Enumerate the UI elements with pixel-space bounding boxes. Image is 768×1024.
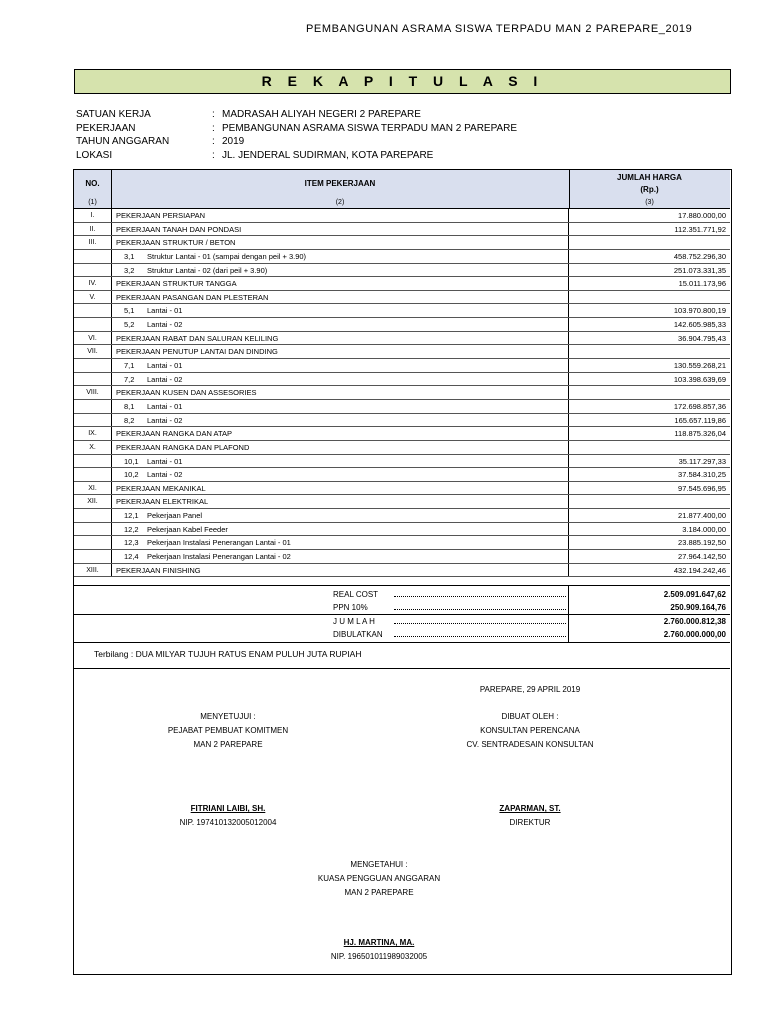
row-item-label: PEKERJAAN STRUKTUR TANGGA [116,279,237,289]
row-code: 12,3 [124,538,139,548]
column-number: (1) [74,198,112,208]
row-item [111,223,569,236]
column-number: (2) [111,198,570,208]
left-sign-line: MAN 2 PAREPARE [193,740,263,749]
row-amount [569,495,730,508]
right-signer-name: ZAPARMAN, ST. [499,804,561,813]
left-sign-line: PEJABAT PEMBUAT KOMITMEN [167,726,289,735]
row-item [111,495,569,508]
column-number: (3) [645,199,654,206]
table-row [74,427,730,441]
row-item-label: Lantai - 02 [147,320,183,330]
row-number: XI. [74,482,112,495]
row-amount: 103.970.800,19 [673,306,726,316]
row-item [111,564,569,577]
row-item [111,209,569,222]
row-amount: 458.752.296,30 [673,251,726,261]
total-amount: 2.760.000.812,38 [663,617,726,626]
row-number [74,550,112,563]
row-amount [569,345,730,358]
row-amount: 35.117.297,33 [678,456,726,466]
table-row [74,564,730,578]
table-row [74,482,730,496]
row-item-label: PEKERJAAN TANAH DAN PONDASI [116,224,242,234]
table-row [74,277,730,291]
row-item [111,373,569,386]
row-code: 10,2 [124,470,139,480]
total-row-dibulatkan [74,628,730,641]
recap-document-frame [73,169,732,975]
row-item [111,318,569,331]
table-row [74,550,730,564]
row-item [111,236,569,249]
place-date: PAREPARE, 29 APRIL 2019 [479,685,581,694]
row-item [111,345,569,358]
row-number [74,536,112,549]
row-code: 3,2 [124,265,135,275]
row-number: X. [74,441,112,454]
table-row [74,441,730,455]
row-number: III. [74,236,112,249]
total-amount: 2.509.091.647,62 [663,590,726,599]
row-amount [569,291,730,304]
row-item-label: Pekerjaan Instalasi Penerangan Lantai - 01 [147,538,291,548]
col-header-amount-line2: (Rp.) [640,185,659,194]
row-code: 7,1 [124,361,135,371]
row-amount: 37.584.310,25 [678,470,726,480]
left-signer-nip: NIP. 197410132005012004 [179,818,277,827]
row-code: 8,2 [124,415,135,425]
row-item-label: PEKERJAAN KUSEN DAN ASSESORIES [116,388,257,398]
table-row [74,345,730,359]
amount-in-words: Terbilang : DUA MILYAR TUJUH RATUS ENAM PULUH JUTA RUPIAH [94,649,362,659]
row-amount: 103.398.639,69 [673,374,726,384]
row-amount: 142.605.985,33 [673,320,726,330]
left-signature-block [118,710,338,830]
center-sign-line: KUASA PENGGUAN ANGGARAN [317,874,441,883]
row-item-label: Lantai - 02 [147,415,183,425]
right-sign-line: CV. SENTRADESAIN KONSULTAN [466,740,594,749]
row-item-label: PEKERJAAN RABAT DAN SALURAN KELILING [116,333,279,343]
row-number: VI. [74,332,112,345]
total-row-ppn [74,601,730,614]
row-code: 12,2 [124,524,139,534]
table-row [74,223,730,237]
row-amount: 432.194.242,46 [673,565,726,575]
table-row [74,414,730,428]
center-signer-nip: NIP. 196501011989032005 [330,952,428,961]
row-item [111,332,569,345]
table-row [74,264,730,278]
row-item [111,523,569,536]
row-number [74,250,112,263]
row-number [74,455,112,468]
right-sign-line: KONSULTAN PERENCANA [480,726,580,735]
row-number [74,373,112,386]
row-code: 12,4 [124,552,139,562]
row-item-label: PEKERJAAN PERSIAPAN [116,211,206,220]
info-value: PEMBANGUNAN ASRAMA SISWA TERPADU MAN 2 PAREPARE [222,122,518,134]
row-number: VIII. [74,386,112,399]
row-code: 12,1 [124,511,139,521]
row-item-label: PEKERJAAN RANGKA DAN ATAP [116,429,233,439]
row-code: 5,2 [124,320,135,330]
row-number: XII. [74,495,112,508]
right-signer-title: DIREKTUR [509,818,551,827]
info-row: TAHUN ANGGARAN : 2019 [76,136,245,147]
right-signature-block [420,710,640,830]
total-row-real-cost [74,588,730,601]
row-number: V. [74,291,112,304]
table-row [74,536,730,550]
row-number: II. [74,223,112,236]
row-item [111,536,569,549]
row-item [111,264,569,277]
row-item-label: PEKERJAAN PENUTUP LANTAI DAN DINDING [116,347,278,357]
totals-block [74,585,730,643]
info-label: SATUAN KERJA [76,109,151,120]
table-row [74,250,730,264]
row-amount: 130.559.268,21 [673,361,726,371]
row-item-label: Pekerjaan Instalasi Penerangan Lantai - 02 [147,552,291,562]
row-item [111,386,569,399]
col-header-no: NO. [74,170,112,198]
total-label: REAL COST [333,590,379,599]
row-amount: 15.011.173,96 [678,279,726,289]
col-header-amount-line1: JUMLAH HARGA [617,173,682,182]
info-row: SATUAN KERJA : MADRASAH ALIYAH NEGERI 2 PAREPARE [76,109,421,120]
row-item-label: PEKERJAAN ELEKTRIKAL [116,497,209,507]
row-amount: 17.880.000,00 [678,211,726,220]
total-amount: 2.760.000.000,00 [663,630,726,639]
row-number [74,400,112,413]
row-number [74,304,112,317]
document-header: PEMBANGUNAN ASRAMA SISWA TERPADU MAN 2 PAREPARE_2019 [306,23,693,35]
info-label: PEKERJAAN [76,122,136,134]
center-signature-block [269,858,489,964]
table-body [74,209,730,577]
center-sign-line: MENGETAHUI : [350,860,408,869]
row-item-label: Struktur Lantai - 02 (dari peil + 3.90) [147,265,268,275]
total-label: DIBULATKAN [333,630,383,639]
table-row [74,455,730,469]
row-amount [569,386,730,399]
row-amount: 165.657.119,86 [674,415,726,425]
row-item [111,550,569,563]
col-header-item: ITEM PEKERJAAN [111,170,570,198]
row-item [111,455,569,468]
total-row-jumlah [74,615,730,628]
table-row [74,291,730,305]
row-code: 3,1 [124,251,135,261]
info-label: LOKASI [76,149,113,161]
row-item [111,427,569,440]
info-value: JL. JENDERAL SUDIRMAN, KOTA PAREPARE [222,149,434,161]
left-signer-name: FITRIANI LAIBI, SH. [190,804,266,813]
page-title: R E K A P I T U L A S I [74,69,731,94]
row-code: 8,1 [124,401,135,411]
row-item-label: PEKERJAAN MEKANIKAL [116,483,206,493]
table-row [74,359,730,373]
row-number: IV. [74,277,112,290]
table-header [74,170,730,199]
center-sign-line: MAN 2 PAREPARE [344,888,414,897]
row-number: IX. [74,427,112,440]
row-amount: 251.073.331,35 [673,265,726,275]
row-item [111,304,569,317]
info-value: 2019 [222,136,245,147]
row-amount: 27.964.142,50 [678,552,726,562]
row-number [74,359,112,372]
row-number: XIII. [74,564,112,577]
row-item-label: PEKERJAAN RANGKA DAN PLAFOND [116,442,250,452]
row-item-label: Lantai - 01 [147,401,183,411]
table-row [74,318,730,332]
column-number-row [74,198,730,209]
row-item [111,482,569,495]
table-row [74,495,730,509]
project-info [76,108,517,162]
row-amount: 112.351.771,92 [674,224,726,234]
left-sign-line: MENYETUJUI : [200,712,256,721]
row-item-label: Lantai - 01 [147,361,183,371]
row-item [111,250,569,263]
table-row [74,209,730,223]
row-code: 5,1 [124,306,135,316]
row-number [74,523,112,536]
row-item [111,441,569,454]
table-row [74,236,730,250]
center-signer-name: HJ. MARTINA, MA. [343,938,415,947]
row-number [74,414,112,427]
info-row: PEKERJAAN : PEMBANGUNAN ASRAMA SISWA TERPADU MAN 2 PAREPARE [76,122,518,134]
row-item-label: Lantai - 01 [147,456,183,466]
row-amount: 36.904.795,43 [678,333,726,343]
row-item-label: PEKERJAAN FINISHING [116,565,201,575]
row-item-label: Pekerjaan Kabel Feeder [147,524,228,534]
row-item-label: PEKERJAAN STRUKTUR / BETON [116,238,236,248]
row-amount: 97.545.696,95 [678,483,726,493]
row-item-label: Lantai - 01 [147,306,183,316]
row-item [111,291,569,304]
row-number [74,509,112,522]
row-number: I. [74,209,112,222]
row-item-label: Struktur Lantai - 01 (sampai dengan peil + 3.90) [147,251,307,261]
row-amount [569,236,730,249]
info-label: TAHUN ANGGARAN [76,136,170,147]
right-sign-line: DIBUAT OLEH : [501,712,559,721]
total-label: J U M L A H [333,617,375,626]
row-item-label: PEKERJAAN PASANGAN DAN PLESTERAN [116,292,269,302]
row-item-label: Lantai - 02 [147,470,183,480]
table-row [74,332,730,346]
total-amount: 250.909.164,76 [670,603,726,612]
row-item [111,468,569,481]
row-code: 7,2 [124,374,135,384]
row-item [111,400,569,413]
row-amount: 23.885.192,50 [678,538,726,548]
table-row [74,509,730,523]
total-label: PPN 10% [333,603,368,612]
info-value: MADRASAH ALIYAH NEGERI 2 PAREPARE [222,109,421,120]
table-row [74,386,730,400]
info-row: LOKASI : JL. JENDERAL SUDIRMAN, KOTA PAREPARE [76,149,434,161]
row-amount [569,441,730,454]
row-code: 10,1 [124,456,139,466]
row-amount: 118.875.326,04 [674,429,726,439]
table-row [74,373,730,387]
row-number [74,468,112,481]
row-amount: 172.698.857,36 [673,401,726,411]
table-row [74,523,730,537]
row-amount: 21.877.400,00 [678,511,726,521]
table-row [74,304,730,318]
row-number [74,318,112,331]
row-item [111,414,569,427]
row-item [111,277,569,290]
row-number: VII. [74,345,112,358]
row-item [111,359,569,372]
row-item-label: Pekerjaan Panel [147,511,203,521]
col-header-amount [569,170,730,198]
row-amount: 3.184.000,00 [682,524,726,534]
table-row [74,400,730,414]
row-number [74,264,112,277]
row-item-label: Lantai - 02 [147,374,183,384]
row-item [111,509,569,522]
table-row [74,468,730,482]
